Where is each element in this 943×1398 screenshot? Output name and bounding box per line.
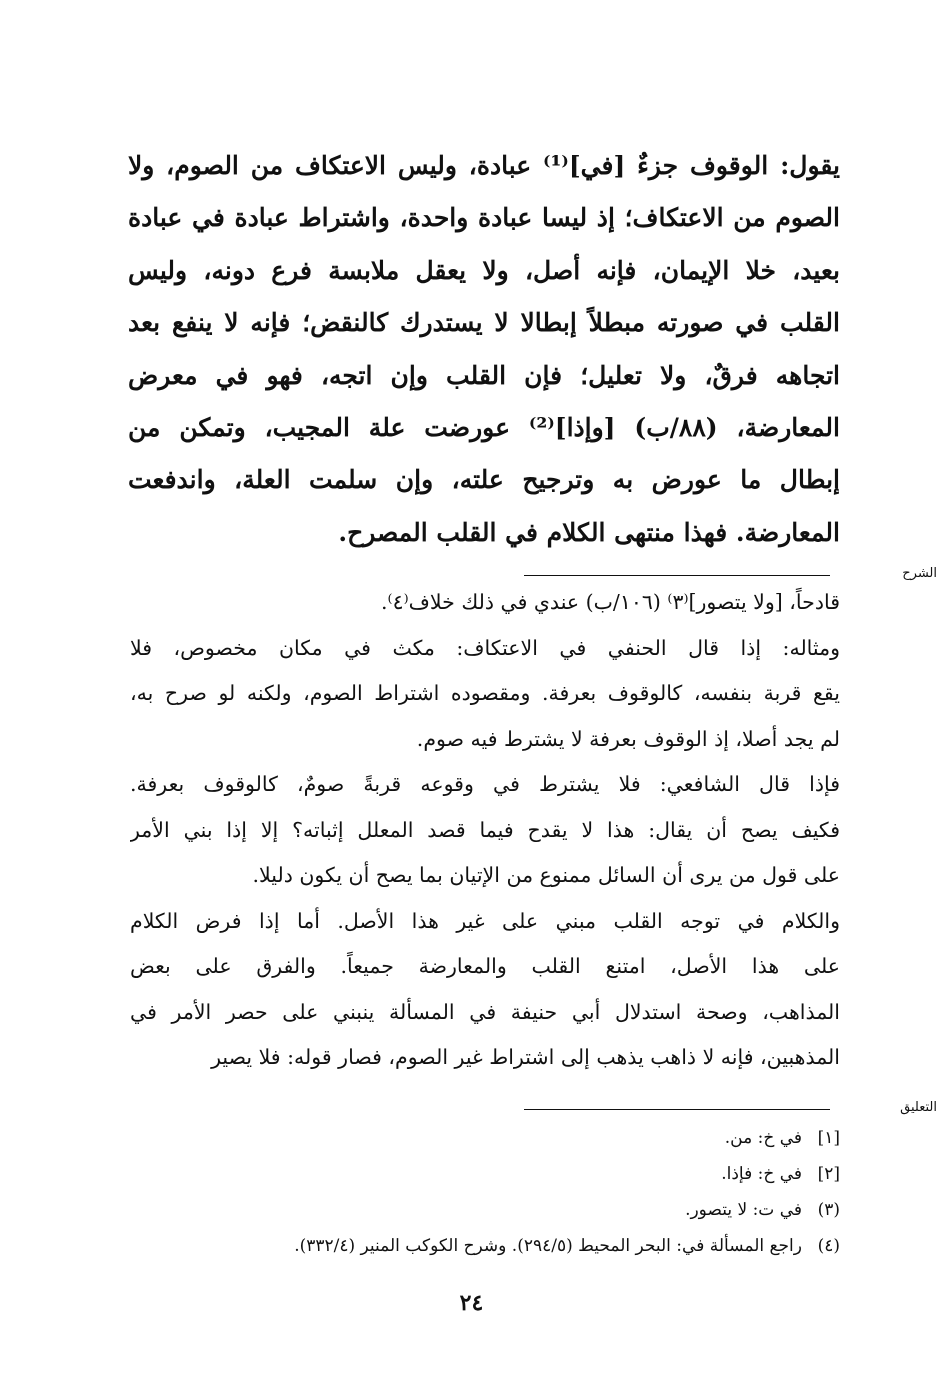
commentary-line: المذهبين، فإنه لا ذاهب يذهب إلى اشتراط غير الصوم، فصار قوله: فلا يصير xyxy=(211,1045,840,1069)
commentary-line: لم يجد أصلا، إذ الوقوف بعرفة لا يشترط فيه صوم. xyxy=(416,726,840,751)
commentary-line: والكلام في توجه القلب مبني على غير هذا الأصل. أما إذا فرض الكلام xyxy=(130,908,840,933)
footnote-text: في ت: لا يتصور. xyxy=(685,1200,802,1220)
commentary-line: على هذا الأصل، امتنع القلب والمعارضة جميعاً. والفرق على بعض xyxy=(130,954,840,978)
footnote-text: في خ: من. xyxy=(724,1128,802,1148)
page-number: ٢٤ xyxy=(459,1290,484,1316)
commentary-paragraph xyxy=(130,899,840,1081)
sharh-label: الشرح xyxy=(902,566,937,581)
footnote-number: [١] xyxy=(817,1128,840,1148)
sharh-divider-line xyxy=(524,575,830,576)
taaliq-divider-line xyxy=(524,1109,830,1110)
main-text-line: المعارضة. فهذا منتهى الكلام في القلب المصرح. xyxy=(338,517,840,547)
footnote-number: [٢] xyxy=(817,1164,840,1184)
commentary-line: فكيف يصح أن يقال: هذا لا يقدح فيما قصد المعلل إثباته؟ إلا إذا بني الأمر xyxy=(130,817,840,842)
commentary-line: قادحاً، [ولا يتصور]⁽٣⁾ (١٠٦/ب) عندي في ذلك خلاف⁽٤⁾. xyxy=(381,590,840,614)
commentary-line: ومثاله: إذا قال الحنفي في الاعتكاف: مكث في مكان مخصوص، فلا xyxy=(130,635,840,660)
footnote-number: (٤) xyxy=(817,1236,840,1256)
main-text-line: إبطال ما عورض به وترجيح علته، وإن سلمت العلة، واندفعت xyxy=(128,465,840,495)
commentary-line: يقع قربة بنفسه، كالوقوف بعرفة. ومقصوده اشتراط الصوم، ولكنه لو صرح به، xyxy=(130,681,840,705)
main-text-line: الصوم من الاعتكاف؛ إذ ليسا عبادة واحدة، واشتراط عبادة في عبادة xyxy=(128,203,840,233)
commentary-paragraph xyxy=(130,580,840,626)
commentary-block xyxy=(130,580,840,1081)
commentary-line: فإذا قال الشافعي: فلا يشترط في وقوعه قربةً صومٌ، كالوقوف بعرفة. xyxy=(130,772,840,796)
main-text-line: يقول: الوقوف جزءٌ [في]⁽¹⁾ عبادة، وليس الاعتكاف من الصوم، ولا xyxy=(128,151,840,180)
taaliq-label: التعليق xyxy=(900,1100,937,1115)
footnote xyxy=(130,1156,840,1192)
main-text-block xyxy=(128,140,840,559)
footnote-number: (٣) xyxy=(817,1200,840,1220)
main-text-line: اتجاهه فرقٌ، ولا تعليل؛ فإن القلب وإن اتجه، فهو في معرض xyxy=(128,360,840,390)
main-text-line: القلب في صورته مبطلاً إبطالا لا يستدرك كالنقض؛ فإنه لا ينفع بعد xyxy=(128,308,840,338)
main-text-line: المعارضة، (٨٨/ب) [وإذا]⁽²⁾ عورضت علة المجيب، وتمكن من xyxy=(128,412,840,442)
commentary-paragraph xyxy=(130,762,840,899)
commentary-paragraph xyxy=(130,626,840,763)
taaliq-divider xyxy=(0,1100,943,1120)
main-text-line: بعيد، خلا الإيمان، فإنه أصل، ولا يعقل ملابسة فرع دونه، وليس xyxy=(128,255,840,285)
commentary-line: المذاهب، وصحة استدلال أبي حنيفة في المسألة ينبني على حصر الأمر في xyxy=(130,999,840,1024)
footnote xyxy=(130,1120,840,1156)
footnote xyxy=(130,1228,840,1264)
footnote-text: راجع المسألة في: البحر المحيط (٢٩٤/٥). وشرح الكوكب المنير (٣٣٢/٤). xyxy=(294,1236,802,1256)
footnote xyxy=(130,1192,840,1228)
footnote-text: في خ: فإذا. xyxy=(721,1164,802,1184)
footnotes-block xyxy=(130,1120,840,1264)
commentary-line: على قول من يرى أن السائل ممنوع من الإتيان بما يصح أن يكون دليلا. xyxy=(252,863,840,887)
